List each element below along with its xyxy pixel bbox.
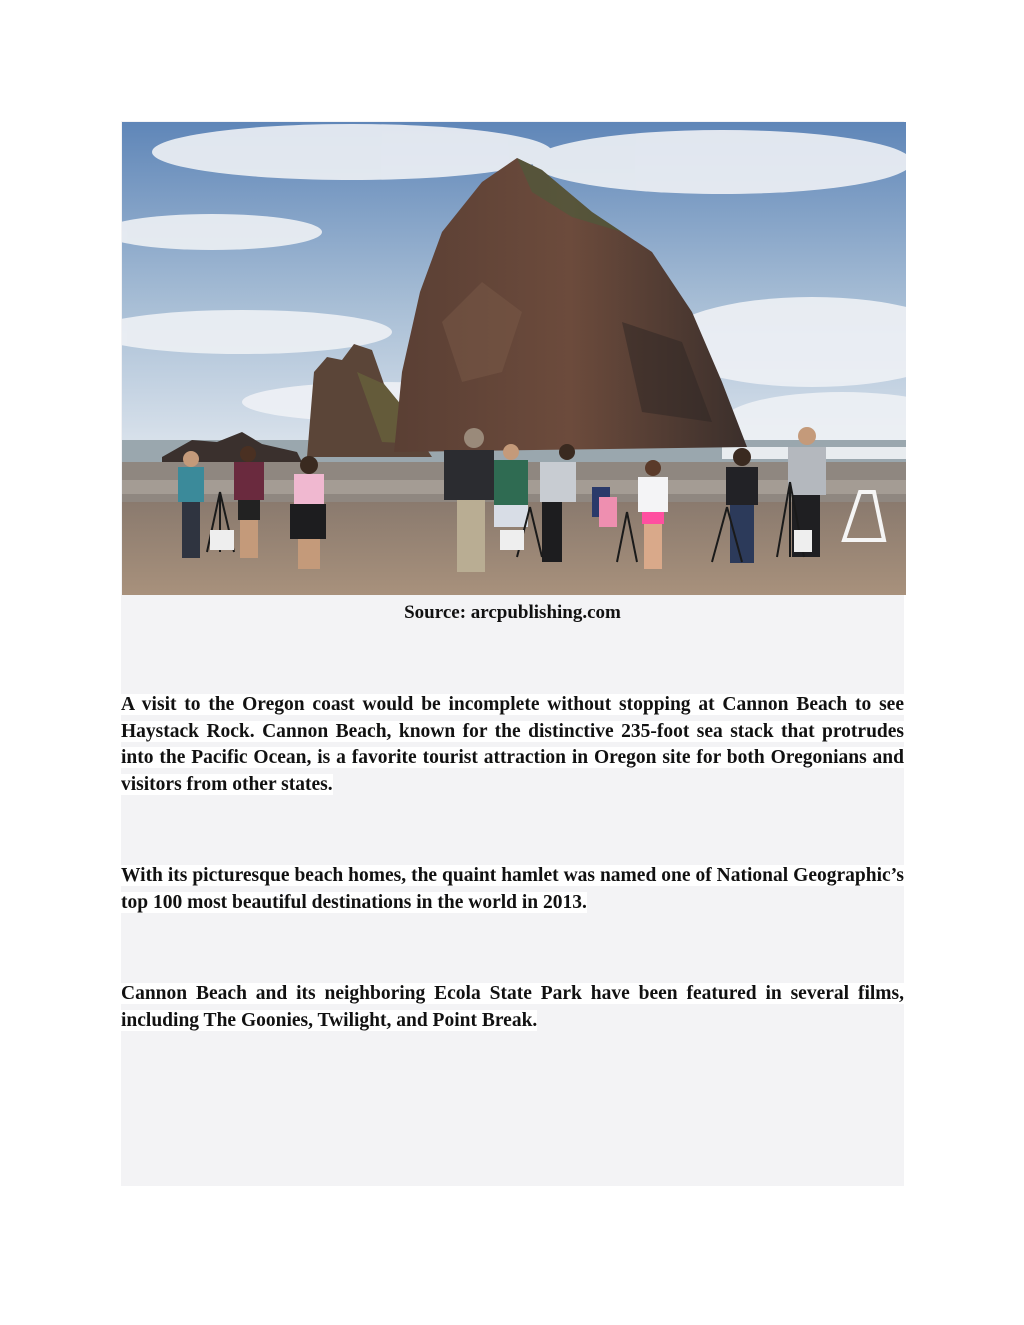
paragraph-films xyxy=(121,981,904,1034)
image-caption: Source: arcpublishing.com xyxy=(404,602,621,623)
haystack-rock-photo xyxy=(122,122,906,595)
paragraph-intro-text: A visit to the Oregon coast would be incomplete without stopping at Cannon Beach to see Haystack Rock. Cannon Beach, known for the distinctive 235-foot sea stack that protrudes into the Pacific Ocean, is a favorite tourist attraction in Oregon site for both Oregonians and visitors from other states. xyxy=(121,694,904,795)
paragraph-films-text: Cannon Beach and its neighboring Ecola State Park have been featured in several films, including The Goonies, Twilight, and Point Break. xyxy=(121,983,904,1031)
paragraph-national-geographic-text: With its picturesque beach homes, the quaint hamlet was named one of National Geographic’s top 100 most beautiful destinations in the world in 2013. xyxy=(121,865,904,913)
paragraph-national-geographic xyxy=(121,863,904,916)
paragraph-intro xyxy=(121,692,904,798)
